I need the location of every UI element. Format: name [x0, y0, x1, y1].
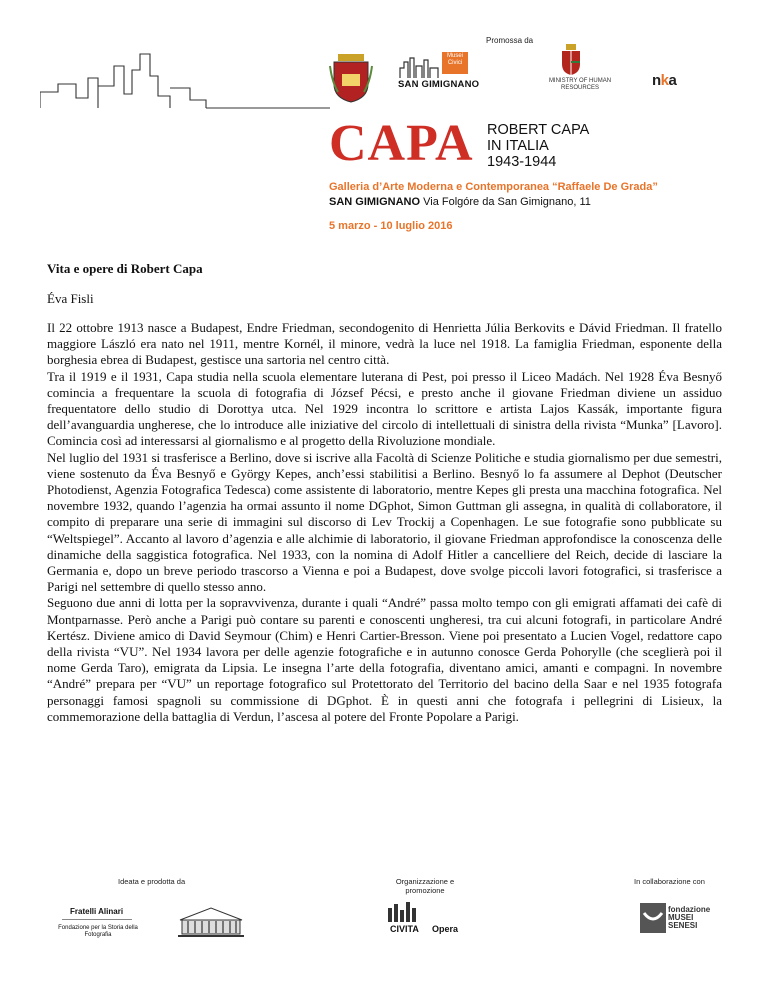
alinari-divider — [62, 919, 132, 920]
civita-icon — [386, 900, 422, 922]
promoted-by-label: Promossa da — [486, 36, 534, 45]
exhibition-line-3: 1943-1944 — [487, 154, 557, 170]
address-city: SAN GIMIGNANO — [329, 196, 421, 208]
coat-of-arms-icon — [328, 52, 374, 104]
paragraph: Seguono due anni di lotta per la sopravvivenza, durante i quali “André” passa molto tempo con gli emigrati affamati dei cafè di Montparnasse. Però anche a Parigi può contare su parenti e conoscenti ungheresi, tra cui alcuni fotografi, in particolare André Kertész. Diviene amico di David Seymour (Chim) e Henri Cartier-Bresson. Viene poi presentato a Lucien Vogel, redattore capo della rivista “VU”. Nel 1934 lavora per delle agenzie fotografiche e in autunno conosce Gerda Pohorylle (che sceglierà poi il nome Gerda Taro), emigrata da Lipsia. Le insegna l’arte della fotografia, diventano amici, amanti e compagni. In novembre “André” prepara per “VU” un reportage fotografico sul Protettorato del Territorio del bacino della Saar e nel 1935 fotografa personaggi famosi spagnoli su commissione di DGphot. È in questi anni che fotografa i pellegrini di Lisieux, la commemorazione della battaglia di Verdun, l’ascesa al potere del Fronte Popolare a Parigi. — [47, 595, 722, 724]
musei-civici-badge: Musei Civici — [442, 52, 468, 74]
skyline-icon — [40, 48, 340, 110]
paragraph: Tra il 1919 e il 1931, Capa studia nella scuola elementare luterana di Pest, poi presso il Liceo Madách. Nel 1928 Éva Besnyő comincia a frequentare la scuola di fotografia di József Pécsi, e presto anche il giovane Friedman diviene un assiduo frequentatore dello studio di Dorottya utca. Nel 1929 incontra lo scrittore e artista Lajos Kassák, importante figura dell’avanguardia ungherese, che lo introduce alle iniziative del circolo di intellettuali di sinistra della rivista “Munka” [Lavoro]. Comincia così ad interessarsi al giornalismo e al progetto della Rivoluzione mondiale. — [47, 368, 722, 449]
exhibition-title — [487, 122, 589, 170]
paragraph: Il 22 ottobre 1913 nasce a Budapest, Endre Friedman, secondogenito di Henrietta Júlia Berkovits e Dávid Friedman. Il fratello maggiore László era nato nel 1911, mentre Kornél, il minore, vedrà la luce nel 1918. La famiglia Friedman, esponente della borghesia ebrea di Budapest, gestisce una sartoria nel centro città. — [47, 320, 722, 368]
opera-logo: Opera — [432, 924, 459, 934]
nka-text: nka — [652, 72, 677, 89]
alinari-logo: Fratelli Alinari — [70, 907, 124, 916]
musei-civici-logo — [398, 52, 478, 92]
exhibition-line-2: IN ITALIA — [487, 138, 549, 154]
organization-caption: Organizzazione e promozione — [395, 877, 455, 895]
paragraph: Nel luglio del 1931 si trasferisce a Berlino, dove si iscrive alla Facoltà di Scienze Politiche e studia giornalismo per due semestri, viene sostenuto da Éva Besnyő e György Kepes, anch’essi stabilitisi a Berlino. Besnyő lo fa assumere al Dephot (Deutscher Photodienst, Agenzia Fotografica Tedesca) come assistente di laboratorio, mentre Kepes gli presta una macchina fotografica. Nel novembre 1932, quando l’agenzia ha ormai assunto il nome DGphot, Simon Guttman gli assegna, in qualità di collaboratore, il compito di preparare una serie di immagini sul discorso di Lev Trockij a Copenhagen. Le sue fotografie sono pubblicate su “Weltspiegel”. Accanto al lavoro d’agenzia e alle alchimie di laboratorio, il giovane Friedman approfondisce la conoscenza delle dinamiche della saggistica fotografica. Nel 1933, con la nomina di Adolf Hitler a cancelliere del Reich, decide di lasciare la Germania e, dopo un breve periodo trascorso a Vienna e poi a Budapest, dove svolge piccoli lavori fotografici, si trasferisce a Parigi nel settembre di quello stesso anno. — [47, 449, 722, 595]
exhibition-dates: 5 marzo - 10 luglio 2016 — [329, 220, 453, 232]
nka-logo — [652, 72, 676, 89]
address-street: Via Folgóre da San Gimignano, 11 — [423, 196, 591, 208]
collaboration-caption: In collaborazione con — [634, 877, 705, 886]
capa-logo: CAPA — [329, 115, 474, 172]
alinari-subtitle: Fondazione per la Storia della Fotografia — [58, 925, 138, 938]
museum-building-icon — [178, 904, 244, 940]
civita-logo: CIVITA — [390, 924, 419, 934]
article-author: Éva Fisli — [47, 291, 94, 306]
article-body — [47, 320, 722, 725]
musei-senesi-icon — [640, 903, 666, 933]
san-gimignano-label: SAN GIMIGNANO — [398, 79, 480, 90]
ideata-caption: Ideata e prodotta da — [118, 877, 186, 886]
towers-icon — [398, 54, 444, 78]
hungarian-crest-icon — [560, 44, 582, 76]
exhibition-line-1: ROBERT CAPA — [487, 122, 590, 138]
gallery-name: Galleria d’Arte Moderna e Contemporanea “Raffaele De Grada” — [329, 181, 658, 193]
address — [329, 196, 591, 208]
musei-senesi-logo: fondazione MUSEI SENESI — [668, 905, 711, 930]
article-title: Vita e opere di Robert Capa — [47, 261, 203, 276]
ministry-label: MINISTRY OF HUMAN RESOURCES — [548, 78, 612, 91]
